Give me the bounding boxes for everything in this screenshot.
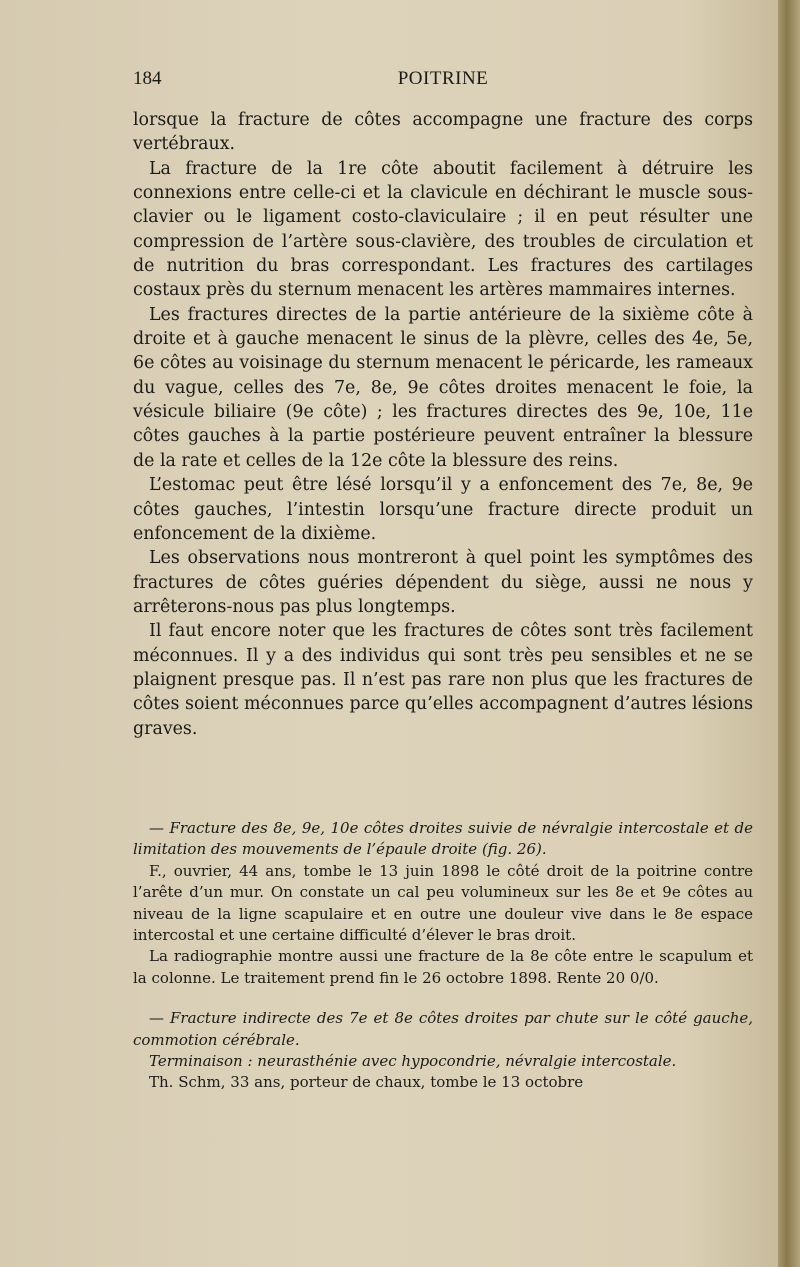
case-heading: — Fracture indirecte des 7e et 8e côtes droites par chute sur le côté gauche, commotion cérébrale. xyxy=(133,1009,753,1049)
page-edge xyxy=(778,0,800,1267)
paragraph: La fracture de la 1re côte aboutit facilement à détruire les connexions entre celle-ci et la clavicule en déchirant le muscle sous-clavier ou le ligament costo-claviculaire ; il en peut résulter une compression de l’artère sous-clavière, des troubles de circulation et de nutrition du bras correspondant. Les fractures des cartilages costaux près du sternum menacent les artères mammaires internes. xyxy=(133,158,753,301)
case-text: Th. Schm, 33 ans, porteur de chaux, tombe le 13 octobre xyxy=(149,1073,584,1092)
running-title: POITRINE xyxy=(397,68,489,89)
case-subheading: Terminaison : neurasthénie avec hypocondrie, névralgie intercostale. xyxy=(149,1052,677,1071)
main-text xyxy=(133,108,753,741)
paragraph: L’estomac peut être lésé lorsqu’il y a enfoncement des 7e, 8e, 9e côtes gauches, l’intestin lorsqu’une fracture directe produit un enfoncement de la dixième. xyxy=(133,475,753,544)
paragraph: Il faut encore noter que les fractures de côtes sont très facilement méconnues. Il y a des individus qui sont très peu sensibles et ne se plaignent presque pas. Il n’est pas rare non plus que les fractures de côtes soient méconnues parce qu’elles accompagnent d’autres lésions graves. xyxy=(133,621,753,739)
case-reports xyxy=(133,818,753,1094)
running-header xyxy=(133,68,753,96)
paragraph: Les fractures directes de la partie antérieure de la sixième côte à droite et à gauche menacent le sinus de la plèvre, celles des 4e, 5e, 6e côtes au voisinage du sternum menacent le péricarde, les rameaux du vague, celles des 7e, 8e, 9e côtes droites menacent le foie, la vésicule biliaire (9e côte) ; les fractures directes des 9e, 10e, 11e côtes gauches à la partie postérieure peuvent entraîner la blessure de la rate et celles de la 12e côte la blessure des reins. xyxy=(133,304,753,471)
paragraph: lorsque la fracture de côtes accompagne une fracture des corps vertébraux. xyxy=(133,110,753,155)
case-text: F., ouvrier, 44 ans, tombe le 13 juin 1898 le côté droit de la poitrine contre l’arête d’un mur. On constate un cal peu volumineux sur les 8e et 9e côtes au niveau de la ligne scapulaire et en outre une douleur vive dans le 8e espace intercostal et une certaine difficulté d’élever le bras droit. xyxy=(133,861,753,945)
page-number: 184 xyxy=(133,68,162,89)
case-text: La radiographie montre aussi une fracture de la 8e côte entre le scapulum et la colonne. Le traitement prend fin le 26 octobre 1898. Rente 20 0/0. xyxy=(133,947,753,987)
case-heading: — Fracture des 8e, 9e, 10e côtes droites suivie de névralgie intercostale et de limitation des mouvements de l’épaule droite (fig. 26). xyxy=(133,819,753,859)
paragraph: Les observations nous montreront à quel point les symptômes des fractures de côtes guéries dépendent du siège, aussi ne nous y arrêterons-nous pas plus longtemps. xyxy=(133,548,753,617)
